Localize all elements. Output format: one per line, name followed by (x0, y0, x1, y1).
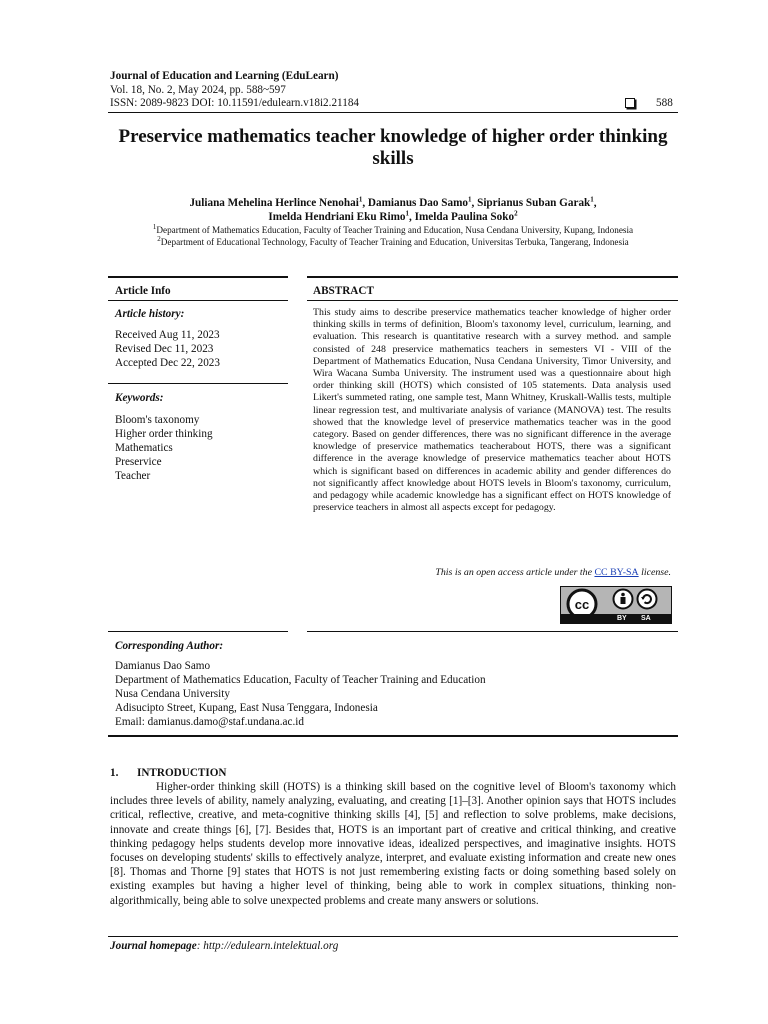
paper-title: Preservice mathematics teacher knowledge of higher order thinking skills (118, 126, 668, 169)
corresponding-name: Damianus Dao Samo (115, 660, 211, 672)
author-sep: , (409, 211, 415, 223)
keywords-label: Keywords: (115, 392, 164, 404)
cc-logo-icon (561, 587, 671, 615)
affiliation-text: Department of Educational Technology, Faculty of Teacher Training and Education, Universitas Terbuka, Tangerang, Indonesia (160, 237, 629, 247)
revised-date: Revised Dec 11, 2023 (115, 343, 214, 355)
author-sup: 2 (514, 209, 518, 218)
badge-sa-label: SA (641, 615, 651, 622)
affiliation-2 (108, 236, 678, 248)
abstract-top-rule (307, 276, 678, 278)
homepage-url[interactable]: : http://edulearn.intelektual.org (196, 940, 339, 952)
info-top-rule (108, 276, 288, 278)
affiliation-sup: 1 (152, 222, 157, 231)
info-bottom-rule (108, 631, 288, 632)
author-name: Damianus Dao Samo (367, 197, 468, 209)
cc-by-sa-badge[interactable] (560, 586, 672, 624)
corresponding-address: Adisucipto Street, Kupang, East Nusa Tenggara, Indonesia (115, 702, 378, 714)
section-number: 1. (110, 767, 119, 779)
author-sep: , (593, 197, 597, 209)
author-sep: , (362, 197, 368, 209)
section-heading (110, 767, 227, 779)
homepage-label: Journal homepage (110, 940, 197, 952)
footer-rule (108, 936, 678, 937)
abstract-heading: ABSTRACT (313, 285, 374, 297)
author-name: Imelda Paulina Soko (414, 211, 515, 223)
abstract-bottom-rule (307, 631, 678, 632)
received-date: Received Aug 11, 2023 (115, 329, 220, 341)
keyword-item: Mathematics (115, 442, 173, 454)
author-name: Siprianus Suban Garak (477, 197, 591, 209)
keyword-item: Higher order thinking (115, 428, 213, 440)
oa-suffix: license. (638, 567, 671, 578)
keyword-item: Teacher (115, 470, 151, 482)
history-rule (108, 383, 288, 384)
author-sup: 1 (358, 195, 363, 204)
introduction-paragraph: Higher-order thinking skill (HOTS) is a thinking skill based on the cognitive level of Bloom's taxonomy which includes three levels of ability, namely analyzing, evaluating, and creating [1]–[3]. Another opinion says that HOTS includes critical, reflective, creative, and meta-cognitive thinking skills [4], [5] and reflection to solve problems, make decisions, innovate and create things [6], [7]. Besides that, HOTS is an important part of creative and critical thinking, and creative thinking pedagogy helps students develop more innovative ideas, idealized perspectives, and imaginative insights. HOTS focuses on developing students' skills to effectively analyze, interpret, and evaluate existing information and create new ones [8]. Thomas and Thorne [9] states that HOTS is not just remembering existing facts or doing something based solely on existing examples but having a higher level of thinking, being able to work in complex situations, thinking non-algorithmically, being able to solve unexpected problems and create many answers or solutions. (110, 781, 676, 907)
open-access-note (313, 567, 671, 578)
abstract-text: This study aims to describe preservice mathematics teacher knowledge of higher order thinking skills in terms of definition, Bloom's taxonomy level, curriculum, learning, and evaluation. This research is quantitative research with a survey method. and sample consisted of 248 preservice mathematics teachers in semesters VI - VIII of the Department of Mathematics Education, Nusa Cendana University, Timor University, and Wira Wacana Sumba University. The instrument used was a questionnaire about high order thinking skill (HOTS) which consisted of 105 statements. Data analysis used Likert's summeted rating, one sample test, Mann Whitney, Kruskall-Wallis tests, multiple linear regression test, and multivariate analysis of variance (MANOVA) test. The results showed that the knowledge level of preservice mathematics teacher was in the good category. Based on gender differences, there was no significant difference in the average knowledge of preservice mathematics teacherabout HOTS, there was a significant difference in the average knowledge of preservice mathematics teacher about HOTS which is significant based on differences in academic ability and gender differences do not significantly affect knowledge about HOTS levels in Bloom's taxonomy, curriculum, and pedagogy while academic knowledge has a significant effect on HOTS knowledge of preservice teachers in almost all aspects except for pedagogy. (313, 307, 671, 514)
affiliation-sup: 2 (157, 234, 161, 243)
corresponding-university: Nusa Cendana University (115, 688, 230, 700)
header-rule (108, 112, 678, 113)
square-bullet-icon (625, 98, 635, 108)
journal-name: Journal of Education and Learning (EduLearn) (110, 70, 339, 82)
abstract-sub-rule (307, 300, 678, 301)
author-list (108, 196, 678, 224)
author-line-1 (108, 196, 678, 210)
article-info-heading: Article Info (115, 285, 171, 297)
author-name: Imelda Hendriani Eku Rimo (268, 211, 406, 223)
corresponding-email: Email: damianus.damo@staf.undana.ac.id (115, 716, 304, 728)
author-name: Juliana Mehelina Herlince Nenohai (189, 197, 359, 209)
section-title: INTRODUCTION (137, 767, 227, 779)
accepted-date: Accepted Dec 22, 2023 (115, 357, 220, 369)
badge-by-label: BY (617, 615, 627, 622)
affiliation-text: Department of Mathematics Education, Faculty of Teacher Training and Education, Nusa Cendana University, Kupang, Indonesia (156, 225, 634, 235)
corresponding-dept: Department of Mathematics Education, Faculty of Teacher Training and Education (115, 674, 486, 686)
license-link[interactable]: CC BY-SA (594, 567, 639, 578)
author-sup: 1 (405, 209, 409, 218)
oa-prefix: This is an open access article under the (435, 567, 595, 578)
corresponding-rule (108, 735, 678, 737)
svg-text:cc: cc (574, 597, 590, 612)
page-number: 588 (656, 97, 673, 109)
corresponding-label: Corresponding Author: (115, 640, 224, 652)
affiliation-1 (108, 224, 678, 236)
author-sup: 1 (468, 195, 472, 204)
volume-info: Vol. 18, No. 2, May 2024, pp. 588~597 (110, 84, 286, 96)
badge-bar (561, 614, 671, 623)
author-sup: 1 (590, 195, 594, 204)
author-line-2 (108, 210, 678, 224)
keyword-item: Bloom's taxonomy (115, 414, 200, 426)
author-sep: , (471, 197, 478, 209)
issn-doi: ISSN: 2089-9823 DOI: 10.11591/edulearn.v18i2.21184 (110, 97, 360, 109)
keyword-item: Preservice (115, 456, 162, 468)
info-sub-rule (108, 300, 288, 301)
journal-homepage (110, 940, 338, 952)
article-history-label: Article history: (115, 308, 185, 320)
